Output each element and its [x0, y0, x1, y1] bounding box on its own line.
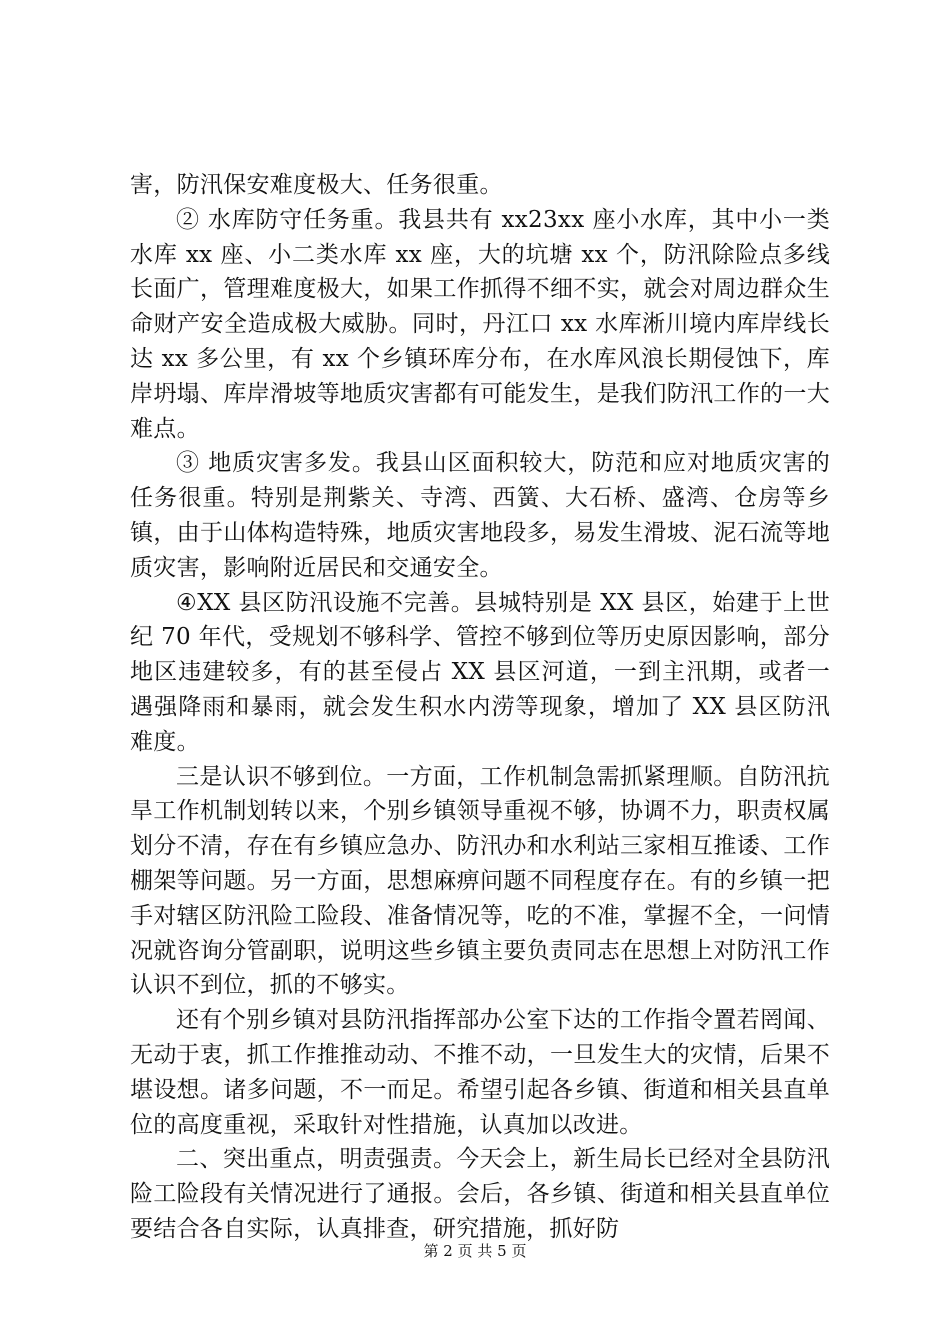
- page-number: 第 2 页 共 5 页: [423, 1242, 527, 1260]
- paragraph-county-facilities: ④XX 县区防汛设施不完善。县城特别是 XX 县区，始建于上世纪 70 年代，受规划不够科学、管控不够到位等历史原因影响，部分地区违建较多，有的甚至侵占 XX 县区河道，一到主汛期，或者一遇强降雨和暴雨，就会发生积水内涝等现象，增加了 XX 县区防汛难度。: [130, 589, 830, 755]
- paragraph-geological-hazard: ③ 地质灾害多发。我县山区面积较大，防范和应对地质灾害的任务很重。特别是荆紫关、寺湾、西簧、大石桥、盛湾、仓房等乡镇，由于山体构造特殊，地质灾害地段多，易发生滑坡、泥石流等地质灾害，影响附近居民和交通安全。: [130, 450, 830, 581]
- document-body: [130, 168, 830, 1247]
- paragraph-key-points: 二、突出重点，明责强责。今天会上，新生局长已经对全县防汛险工险段有关情况进行了通报。会后，各乡镇、街道和相关县直单位要结合各自实际，认真排查，研究措施，抓好防: [130, 1146, 830, 1242]
- paragraph-continuation: 害，防汛保安难度极大、任务很重。: [130, 172, 503, 198]
- paragraph-reservoir: ② 水库防守任务重。我县共有 xx23xx 座小水库，其中小一类水库 xx 座、小二类水库 xx 座，大的坑塘 xx 个，防汛除险点多线长面广，管理难度极大，如果工作抓得不细不实，就会对周边群众生命财产安全造成极大威胁。同时，丹江口 xx 水库淅川境内库岸线长达 xx 多公里，有 xx 个乡镇环库分布，在水库风浪长期侵蚀下，库岸坍塌、库岸滑坡等地质灾害都有可能发生，是我们防汛工作的一大难点。: [130, 206, 830, 442]
- paragraph-awareness: 三是认识不够到位。一方面，工作机制急需抓紧理顺。自防汛抗旱工作机制划转以来，个别乡镇领导重视不够，协调不力，职责权属划分不清，存在有乡镇应急办、防汛办和水利站三家相互推诿、工作棚架等问题。另一方面，思想麻痹问题不同程度存在。有的乡镇一把手对辖区防汛险工险段、准备情况等，吃的不准，掌握不全，一问情况就咨询分管副职，说明这些乡镇主要负责同志在思想上对防汛工作认识不到位，抓的不够实。: [130, 763, 830, 999]
- paragraph-other-towns: 还有个别乡镇对县防汛指挥部办公室下达的工作指令置若罔闻、无动于衷，抓工作推推动动、不推不动，一旦发生大的灾情，后果不堪设想。诸多问题，不一而足。希望引起各乡镇、街道和相关县直单位的高度重视，采取针对性措施，认真加以改进。: [130, 1007, 830, 1138]
